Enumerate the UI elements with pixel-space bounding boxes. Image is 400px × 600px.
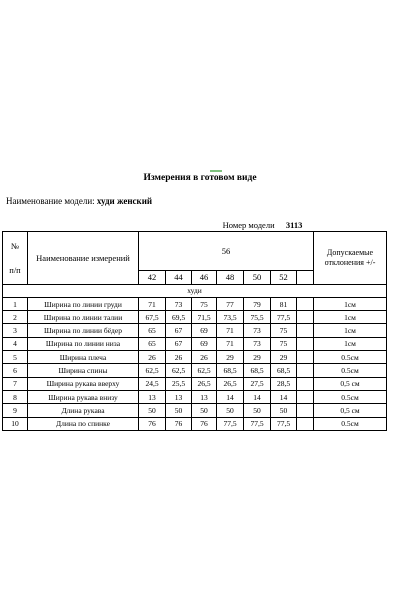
measurement-name: Ширина по линии бёдер: [28, 324, 139, 337]
size-value: 13: [166, 390, 192, 403]
size-value: 75: [192, 297, 217, 310]
model-number-row: [3, 219, 387, 232]
size-value: 50: [271, 404, 297, 417]
empty-cell: [297, 390, 314, 403]
size-50: 50: [244, 271, 271, 284]
size-value: 62,5: [166, 364, 192, 377]
size-value: 69: [192, 337, 217, 350]
num-header-top: №: [10, 240, 20, 251]
measurement-name: Ширина по линии низа: [28, 337, 139, 350]
size-value: 13: [139, 390, 166, 403]
measurement-header: Наименование измерений: [28, 232, 139, 284]
measurement-name: Ширина спины: [28, 364, 139, 377]
size-value: 71: [217, 337, 244, 350]
size-44: 44: [166, 271, 192, 284]
table-row: [3, 417, 387, 430]
measurements-table: [2, 219, 387, 431]
size-value: 73: [244, 324, 271, 337]
section-label: худи: [3, 284, 387, 297]
size-value: 26: [166, 351, 192, 364]
tolerance-value: 1см: [314, 337, 387, 350]
size-value: 25,5: [166, 377, 192, 390]
table-row: [3, 377, 387, 390]
table-row: [3, 390, 387, 403]
row-number: 10: [3, 417, 28, 430]
row-number: 4: [3, 337, 28, 350]
tolerance-value: 0.5см: [314, 417, 387, 430]
size-value: 75,5: [244, 311, 271, 324]
row-number: 1: [3, 297, 28, 310]
row-number: 9: [3, 404, 28, 417]
tolerance-value: 0.5см: [314, 351, 387, 364]
size-value: 73: [166, 297, 192, 310]
measurement-name: Ширина рукава вверху: [28, 377, 139, 390]
cell-selection-mark: [210, 170, 222, 172]
measurement-name: Ширина по линии груди: [28, 297, 139, 310]
table-row: [3, 351, 387, 364]
size-value: 29: [244, 351, 271, 364]
size-value: 26,5: [192, 377, 217, 390]
measurement-name: Ширина плеча: [28, 351, 139, 364]
size-value: 14: [244, 390, 271, 403]
tolerance-value: 0,5 см: [314, 377, 387, 390]
tolerance-header: Допускаемые отклонения +/-: [314, 232, 387, 284]
size-value: 79: [244, 297, 271, 310]
size-value: 50: [244, 404, 271, 417]
measurement-name: Длина по спинке: [28, 417, 139, 430]
size-value: 68,5: [271, 364, 297, 377]
size-46: 46: [192, 271, 217, 284]
size-value: 77,5: [244, 417, 271, 430]
size-value: 50: [139, 404, 166, 417]
size-value: 29: [271, 351, 297, 364]
tolerance-value: 0,5 см: [314, 404, 387, 417]
size-value: 69,5: [166, 311, 192, 324]
size-value: 67: [166, 337, 192, 350]
size-48: 48: [217, 271, 244, 284]
size-value: 67: [166, 324, 192, 337]
empty-cell: [297, 404, 314, 417]
empty-cell: [297, 297, 314, 310]
size-value: 27,5: [244, 377, 271, 390]
model-number-label: Номер модели: [222, 220, 275, 231]
size-value: 14: [217, 390, 244, 403]
num-header: [3, 232, 28, 284]
row-number: 8: [3, 390, 28, 403]
size-value: 62,5: [139, 364, 166, 377]
size-value: 26: [139, 351, 166, 364]
model-name-line: [6, 196, 152, 206]
size-value: 24,5: [139, 377, 166, 390]
size-value: 77,5: [217, 417, 244, 430]
measurement-rows: [3, 297, 387, 430]
size-value: 28,5: [271, 377, 297, 390]
row-number: 5: [3, 351, 28, 364]
section-row: [3, 284, 387, 297]
measurement-name: Ширина рукава внизу: [28, 390, 139, 403]
size-value: 76: [192, 417, 217, 430]
empty-cell: [297, 417, 314, 430]
size-value: 77,5: [271, 417, 297, 430]
size-value: 67,5: [139, 311, 166, 324]
base-size-header: 56: [139, 232, 314, 271]
table-row: [3, 364, 387, 377]
size-value: 75: [271, 324, 297, 337]
size-value: 26: [192, 351, 217, 364]
row-number: 6: [3, 364, 28, 377]
size-value: 68,5: [217, 364, 244, 377]
size-value: 62,5: [192, 364, 217, 377]
empty-cell: [297, 351, 314, 364]
size-value: 50: [166, 404, 192, 417]
document-title: Измерения в готовом виде: [143, 173, 257, 183]
size-value: 50: [192, 404, 217, 417]
size-value: 73,5: [217, 311, 244, 324]
model-name-label: Наименование модели:: [6, 196, 95, 206]
row-number: 3: [3, 324, 28, 337]
num-header-bottom: п/п: [9, 264, 21, 275]
size-52: 52: [271, 271, 297, 284]
measurement-name: Длина рукава: [28, 404, 139, 417]
tolerance-value: 1см: [314, 324, 387, 337]
size-value: 68,5: [244, 364, 271, 377]
model-name-value: худи женский: [96, 196, 153, 206]
header-row: [3, 232, 387, 271]
size-value: 71: [217, 324, 244, 337]
size-empty: [297, 271, 314, 284]
table-row: [3, 404, 387, 417]
empty-cell: [297, 311, 314, 324]
table-row: [3, 337, 387, 350]
tolerance-value: 1см: [314, 311, 387, 324]
size-value: 77: [217, 297, 244, 310]
row-number: 7: [3, 377, 28, 390]
size-value: 13: [192, 390, 217, 403]
size-value: 50: [217, 404, 244, 417]
size-value: 77,5: [271, 311, 297, 324]
tolerance-value: 0.5см: [314, 390, 387, 403]
table-row: [3, 324, 387, 337]
size-value: 76: [166, 417, 192, 430]
tolerance-value: 1см: [314, 297, 387, 310]
size-value: 71,5: [192, 311, 217, 324]
measurement-name: Ширина по линии талии: [28, 311, 139, 324]
table-row: [3, 311, 387, 324]
size-value: 26,5: [217, 377, 244, 390]
size-value: 65: [139, 337, 166, 350]
model-number-value: 3113: [285, 220, 303, 231]
empty-cell: [297, 337, 314, 350]
size-value: 14: [271, 390, 297, 403]
size-value: 29: [217, 351, 244, 364]
table-row: [3, 297, 387, 310]
row-number: 2: [3, 311, 28, 324]
size-42: 42: [139, 271, 166, 284]
size-value: 76: [139, 417, 166, 430]
size-value: 69: [192, 324, 217, 337]
size-value: 65: [139, 324, 166, 337]
tolerance-value: 0.5см: [314, 364, 387, 377]
empty-cell: [297, 324, 314, 337]
size-value: 75: [271, 337, 297, 350]
size-value: 73: [244, 337, 271, 350]
size-value: 81: [271, 297, 297, 310]
empty-cell: [297, 377, 314, 390]
empty-cell: [297, 364, 314, 377]
size-value: 71: [139, 297, 166, 310]
